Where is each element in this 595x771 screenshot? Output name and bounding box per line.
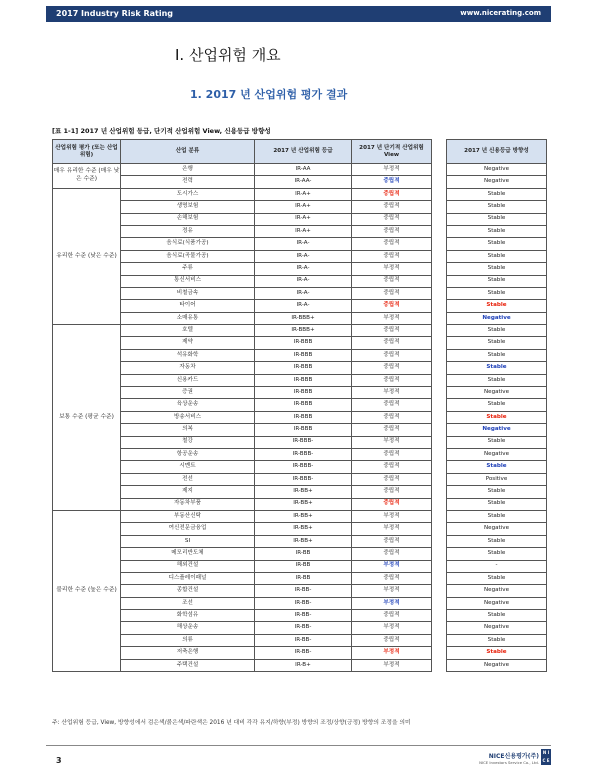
outlook-row [447, 510, 547, 522]
grade-cell: IR-BB- [255, 597, 352, 609]
industry-cell: 주류 [121, 263, 255, 275]
outlook-cell: Stable [447, 362, 547, 374]
industry-cell: 손해보험 [121, 213, 255, 225]
view-cell: 부정적 [352, 510, 432, 522]
view-cell: 중립적 [352, 486, 432, 498]
industry-cell: 철강 [121, 436, 255, 448]
outlook-row [447, 176, 547, 188]
industry-cell: 제약 [121, 337, 255, 349]
footer-company-name: NICE신용평가(주) [488, 753, 539, 760]
outlook-row [447, 411, 547, 423]
col-header-industry: 산업 분류 [121, 140, 255, 164]
grade-cell: IR-BBB- [255, 448, 352, 460]
outlook-cell: - [447, 560, 547, 572]
view-cell: 중립적 [352, 424, 432, 436]
industry-cell: 종합건설 [121, 585, 255, 597]
grade-cell: IR-A- [255, 250, 352, 262]
grade-cell: IR-BB- [255, 634, 352, 646]
outlook-row [447, 622, 547, 634]
industry-cell: 해상운송 [121, 622, 255, 634]
outlook-row [447, 399, 547, 411]
view-cell: 부정적 [352, 164, 432, 176]
outlook-row [447, 263, 547, 275]
industry-cell: 생명보험 [121, 201, 255, 213]
outlook-cell: Negative [447, 312, 547, 324]
outlook-cell: Stable [447, 461, 547, 473]
outlook-cell: Stable [447, 411, 547, 423]
col-header-grade: 2017 년 산업위험 등급 [255, 140, 352, 164]
industry-cell: 저축은행 [121, 647, 255, 659]
grade-cell: IR-BBB- [255, 436, 352, 448]
outlook-cell: Negative [447, 448, 547, 460]
outlook-row [447, 448, 547, 460]
outlook-row [447, 610, 547, 622]
grade-cell: IR-BB+ [255, 498, 352, 510]
view-cell: 부정적 [352, 387, 432, 399]
industry-cell: 메모리반도체 [121, 548, 255, 560]
outlook-row [447, 424, 547, 436]
view-cell: 중립적 [352, 461, 432, 473]
outlook-row [447, 387, 547, 399]
outlook-row [447, 164, 547, 176]
industry-cell: 석유화학 [121, 349, 255, 361]
view-cell: 중립적 [352, 548, 432, 560]
grade-cell: IR-A- [255, 263, 352, 275]
industry-cell: 주택건설 [121, 659, 255, 671]
grade-cell: IR-BBB [255, 349, 352, 361]
outlook-row [447, 597, 547, 609]
page-number: 3 [56, 756, 62, 765]
outlook-row [447, 659, 547, 671]
grade-cell: IR-BB+ [255, 535, 352, 547]
industry-cell: SI [121, 535, 255, 547]
col-header-tier: 산업위험 평가 (또는 산업위험) [53, 140, 121, 164]
outlook-cell: Stable [447, 634, 547, 646]
industry-cell: 여신전문금융업 [121, 523, 255, 535]
grade-cell: IR-A- [255, 275, 352, 287]
outlook-cell: Stable [447, 225, 547, 237]
grade-cell: IR-BB [255, 548, 352, 560]
grade-cell: IR-AA- [255, 176, 352, 188]
outlook-row [447, 498, 547, 510]
outlook-row [447, 337, 547, 349]
risk-rating-table [52, 139, 432, 672]
outlook-cell: Stable [447, 486, 547, 498]
view-cell: 중립적 [352, 250, 432, 262]
outlook-cell: Negative [447, 585, 547, 597]
industry-cell: 자동차 [121, 362, 255, 374]
industry-cell: 방송서비스 [121, 411, 255, 423]
view-cell: 중립적 [352, 374, 432, 386]
industry-cell: 정유 [121, 225, 255, 237]
outlook-header-row [447, 140, 547, 164]
outlook-row [447, 374, 547, 386]
grade-cell: IR-BB+ [255, 486, 352, 498]
table-caption: [표 1-1] 2017 년 산업위험 등급, 단기적 산업위험 View, 신용등급 방향성 [52, 127, 271, 135]
view-cell: 중립적 [352, 176, 432, 188]
outlook-row [447, 560, 547, 572]
table-row [53, 164, 432, 176]
industry-cell: 부동산신탁 [121, 510, 255, 522]
grade-cell: IR-AA [255, 164, 352, 176]
industry-cell: 의복 [121, 424, 255, 436]
industry-cell: 음식료(곡물가공) [121, 250, 255, 262]
outlook-cell: Stable [447, 238, 547, 250]
outlook-cell: Stable [447, 287, 547, 299]
subsection-title: 1. 2017 년 산업위험 평가 결과 [190, 88, 348, 101]
outlook-row [447, 362, 547, 374]
industry-cell: 신용카드 [121, 374, 255, 386]
col-header-outlook: 2017 년 신용등급 방향성 [447, 140, 547, 164]
industry-cell: 증권 [121, 387, 255, 399]
outlook-row [447, 300, 547, 312]
view-cell: 중립적 [352, 300, 432, 312]
grade-cell: IR-BBB [255, 424, 352, 436]
outlook-cell: Stable [447, 188, 547, 200]
view-cell: 부정적 [352, 647, 432, 659]
grade-cell: IR-A+ [255, 201, 352, 213]
industry-cell: 통신서비스 [121, 275, 255, 287]
industry-cell: 도시가스 [121, 188, 255, 200]
view-cell: 중립적 [352, 634, 432, 646]
grade-cell: IR-BB+ [255, 510, 352, 522]
outlook-cell: Negative [447, 597, 547, 609]
view-cell: 부정적 [352, 560, 432, 572]
industry-cell: 전력 [121, 176, 255, 188]
table-row [53, 510, 432, 522]
grade-cell: IR-A+ [255, 188, 352, 200]
industry-cell: 해외건설 [121, 560, 255, 572]
footer-divider [46, 745, 551, 746]
outlook-cell: Positive [447, 473, 547, 485]
section-title: I. 산업위험 개요 [175, 46, 281, 64]
table-header-row [53, 140, 432, 164]
grade-cell: IR-B+ [255, 659, 352, 671]
industry-cell: 전선 [121, 473, 255, 485]
grade-cell: IR-BBB [255, 411, 352, 423]
view-cell: 중립적 [352, 188, 432, 200]
outlook-cell: Stable [447, 337, 547, 349]
outlook-cell: Stable [447, 349, 547, 361]
outlook-row [447, 535, 547, 547]
industry-cell: 제지 [121, 486, 255, 498]
grade-cell: IR-A+ [255, 225, 352, 237]
view-cell: 중립적 [352, 473, 432, 485]
view-cell: 중립적 [352, 610, 432, 622]
grade-cell: IR-A- [255, 287, 352, 299]
outlook-row [447, 572, 547, 584]
outlook-cell: Stable [447, 325, 547, 337]
grade-cell: IR-BB [255, 560, 352, 572]
outlook-cell: Stable [447, 275, 547, 287]
outlook-row [447, 486, 547, 498]
grade-cell: IR-BB+ [255, 523, 352, 535]
outlook-row [447, 523, 547, 535]
table-row [53, 188, 432, 200]
view-cell: 부정적 [352, 436, 432, 448]
outlook-row [447, 250, 547, 262]
outlook-cell: Negative [447, 164, 547, 176]
table-row [53, 325, 432, 337]
view-cell: 중립적 [352, 201, 432, 213]
grade-cell: IR-BB [255, 572, 352, 584]
grade-cell: IR-BBB- [255, 461, 352, 473]
industry-cell: 소매유통 [121, 312, 255, 324]
outlook-row [447, 436, 547, 448]
outlook-cell: Negative [447, 176, 547, 188]
industry-cell: 타이어 [121, 300, 255, 312]
industry-cell: 은행 [121, 164, 255, 176]
outlook-cell: Negative [447, 622, 547, 634]
outlook-cell: Stable [447, 300, 547, 312]
view-cell: 부정적 [352, 622, 432, 634]
footer-company-sub: NICE Investors Service Co., Ltd. [479, 760, 539, 765]
grade-cell: IR-A- [255, 238, 352, 250]
outlook-cell: Stable [447, 250, 547, 262]
view-cell: 중립적 [352, 498, 432, 510]
industry-cell: 비철금속 [121, 287, 255, 299]
outlook-row [447, 213, 547, 225]
outlook-cell: Stable [447, 201, 547, 213]
view-cell: 부정적 [352, 523, 432, 535]
view-cell: 중립적 [352, 225, 432, 237]
outlook-cell: Negative [447, 424, 547, 436]
outlook-row [447, 349, 547, 361]
industry-cell: 자동차부품 [121, 498, 255, 510]
outlook-cell: Negative [447, 387, 547, 399]
grade-cell: IR-BBB [255, 399, 352, 411]
view-cell: 중립적 [352, 399, 432, 411]
header-website-link[interactable]: www.nicerating.com [460, 9, 541, 17]
footnote: 주: 산업위험 등급, View, 방향성에서 검은색/붉은색/파란색은 2016 년 대비 각각 유지/하향(부정) 방향의 조정/상향(긍정) 방향의 조정을 의미 [52, 720, 411, 726]
header-bar [46, 6, 551, 22]
tier-label: 매우 유리한 수준 (매우 낮은 수준) [53, 164, 121, 189]
grade-cell: IR-BB- [255, 585, 352, 597]
outlook-row [447, 275, 547, 287]
view-cell: 중립적 [352, 213, 432, 225]
view-cell: 부정적 [352, 263, 432, 275]
outlook-row [447, 473, 547, 485]
outlook-table [446, 139, 547, 672]
outlook-row [447, 312, 547, 324]
outlook-row [447, 548, 547, 560]
view-cell: 중립적 [352, 349, 432, 361]
industry-cell: 화학섬유 [121, 610, 255, 622]
grade-cell: IR-BBB [255, 387, 352, 399]
outlook-cell: Negative [447, 659, 547, 671]
grade-cell: IR-BBB [255, 362, 352, 374]
grade-cell: IR-A- [255, 300, 352, 312]
outlook-row [447, 585, 547, 597]
industry-cell: 조선 [121, 597, 255, 609]
outlook-row [447, 238, 547, 250]
footer-logo [479, 751, 539, 765]
view-cell: 부정적 [352, 312, 432, 324]
outlook-row [447, 225, 547, 237]
industry-cell: 시멘트 [121, 461, 255, 473]
view-cell: 중립적 [352, 238, 432, 250]
grade-cell: IR-BB- [255, 622, 352, 634]
outlook-row [447, 647, 547, 659]
outlook-cell: Negative [447, 523, 547, 535]
view-cell: 중립적 [352, 287, 432, 299]
col-header-view: 2017 년 단기적 산업위험 View [352, 140, 432, 164]
view-cell: 중립적 [352, 337, 432, 349]
view-cell: 부정적 [352, 597, 432, 609]
view-cell: 부정적 [352, 659, 432, 671]
view-cell: 중립적 [352, 572, 432, 584]
industry-cell: 음식료(식품가공) [121, 238, 255, 250]
grade-cell: IR-BBB+ [255, 312, 352, 324]
outlook-cell: Stable [447, 535, 547, 547]
tier-label: 보통 수준 (평균 수준) [53, 325, 121, 511]
industry-cell: 의류 [121, 634, 255, 646]
grade-cell: IR-BBB [255, 337, 352, 349]
outlook-cell: Stable [447, 263, 547, 275]
view-cell: 중립적 [352, 275, 432, 287]
outlook-cell: Stable [447, 399, 547, 411]
tier-label: 유리한 수준 (낮은 수준) [53, 188, 121, 324]
grade-cell: IR-A+ [255, 213, 352, 225]
industry-cell: 디스플레이패널 [121, 572, 255, 584]
outlook-cell: Stable [447, 498, 547, 510]
tier-label: 불리한 수준 (높은 수준) [53, 510, 121, 671]
view-cell: 중립적 [352, 362, 432, 374]
outlook-row [447, 287, 547, 299]
view-cell: 중립적 [352, 448, 432, 460]
grade-cell: IR-BBB- [255, 473, 352, 485]
outlook-row [447, 201, 547, 213]
view-cell: 중립적 [352, 325, 432, 337]
outlook-row [447, 634, 547, 646]
outlook-cell: Stable [447, 548, 547, 560]
outlook-cell: Stable [447, 572, 547, 584]
outlook-cell: Stable [447, 647, 547, 659]
outlook-cell: Stable [447, 610, 547, 622]
outlook-row [447, 461, 547, 473]
outlook-row [447, 325, 547, 337]
grade-cell: IR-BB- [255, 610, 352, 622]
industry-cell: 항공운송 [121, 448, 255, 460]
outlook-cell: Stable [447, 213, 547, 225]
outlook-cell: Stable [447, 510, 547, 522]
industry-cell: 육상운송 [121, 399, 255, 411]
outlook-cell: Stable [447, 374, 547, 386]
view-cell: 중립적 [352, 535, 432, 547]
nice-logo-mark: N I C E [542, 750, 550, 763]
grade-cell: IR-BBB+ [255, 325, 352, 337]
outlook-cell: Stable [447, 436, 547, 448]
industry-cell: 호텔 [121, 325, 255, 337]
grade-cell: IR-BBB [255, 374, 352, 386]
view-cell: 부정적 [352, 585, 432, 597]
header-title: 2017 Industry Risk Rating [56, 9, 173, 18]
grade-cell: IR-BB- [255, 647, 352, 659]
view-cell: 중립적 [352, 411, 432, 423]
outlook-row [447, 188, 547, 200]
